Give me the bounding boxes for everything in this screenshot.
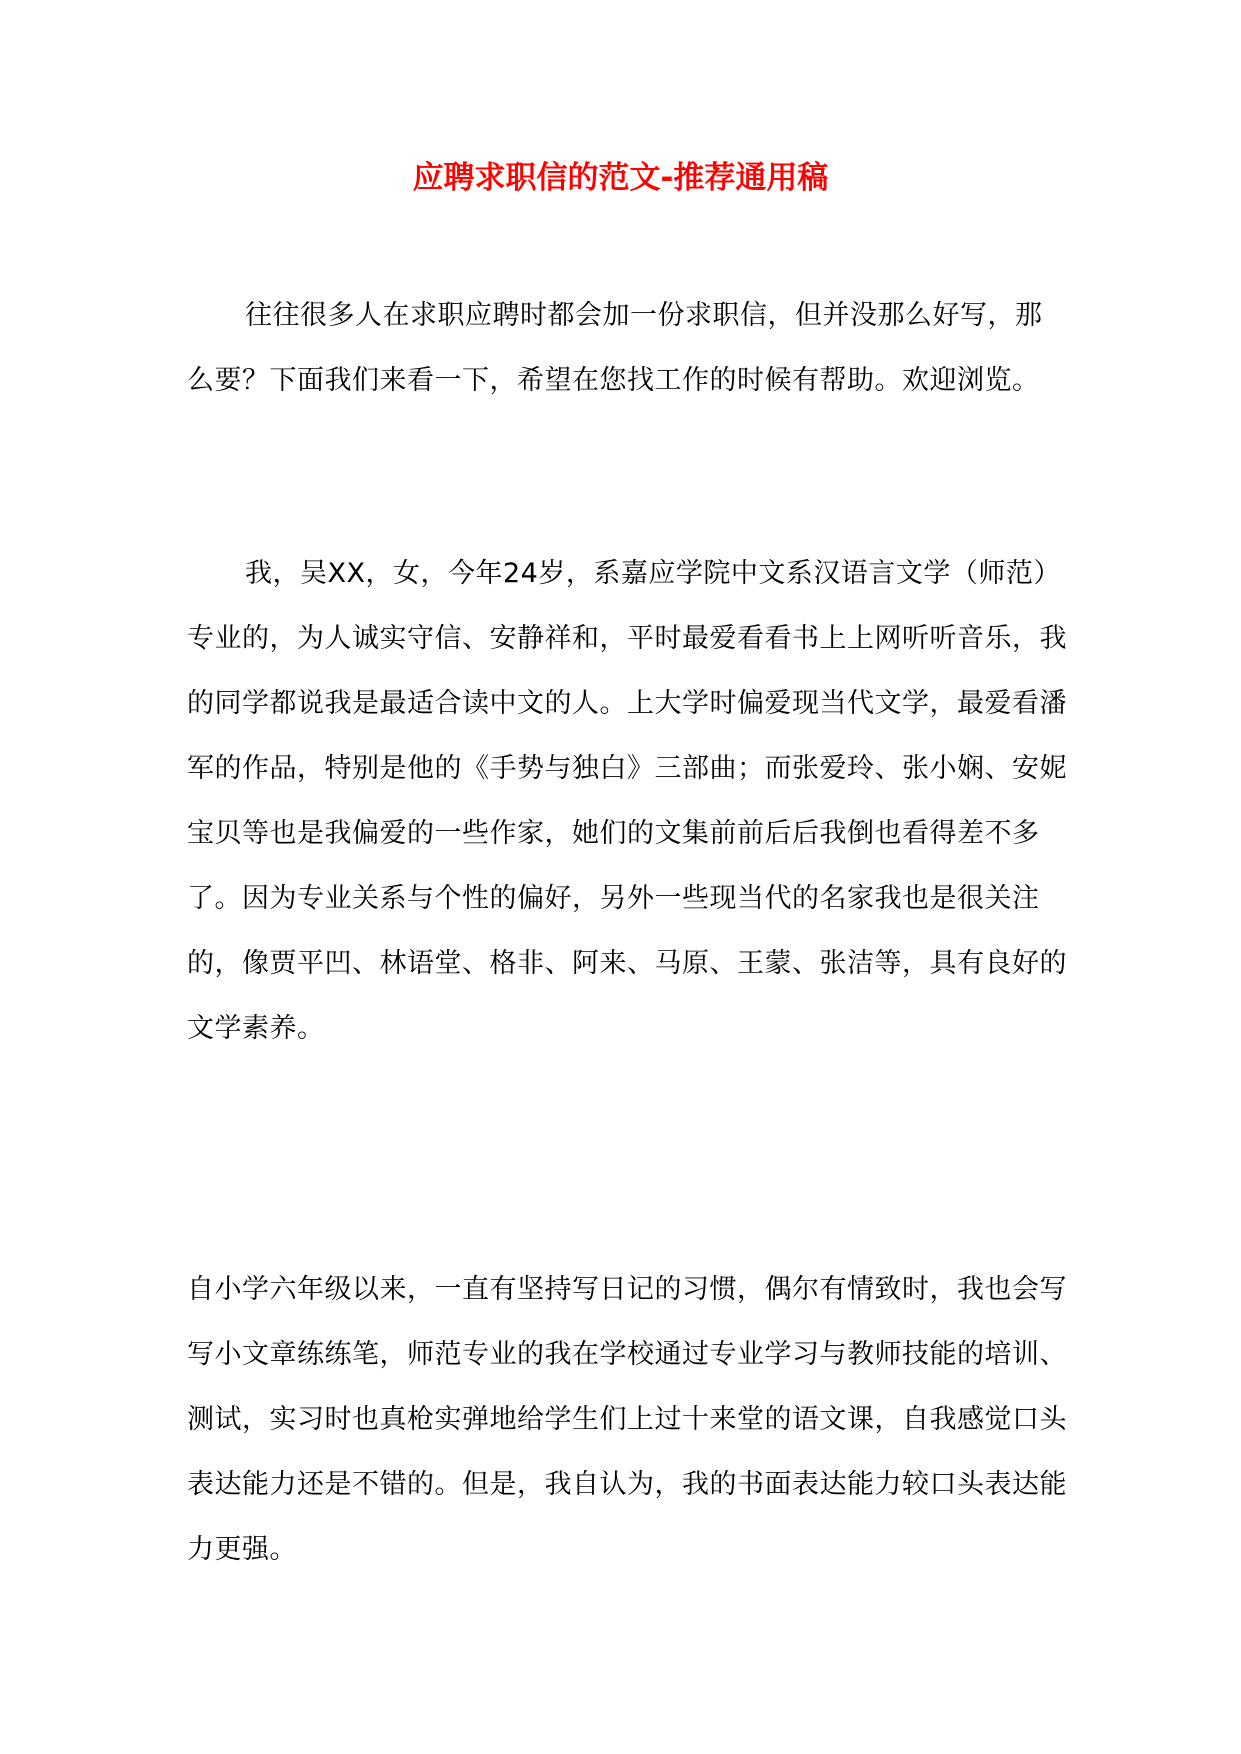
paragraph-intro: 往往很多人在求职应聘时都会加一份求职信，但并没那么好写，那么要？下面我们来看一下，希望在您找工作的时候有帮助。欢迎浏览。 [187, 300, 1043, 396]
document-title: 应聘求职信的范文-推荐通用稿 [412, 160, 829, 196]
paragraph-writing-ability: 自小学六年级以来，一直有坚持写日记的习惯，偶尔有情致时，我也会写写小文章练练笔，师范专业的我在学校通过专业学习与教师技能的培训、测试，实习时也真枪实弹地给学生们上过十来堂的语文课，自我感觉口头表达能力还是不错的。但是，我自认为，我的书面表达能力较口头表达能力更强。 [187, 1274, 1067, 1565]
paragraph-self-introduction: 我，吴XX，女，今年24岁，系嘉应学院中文系汉语言文学（师范）专业的，为人诚实守信、安静祥和，平时最爱看看书上上网听听音乐，我的同学都说我是最适合读中文的人。上大学时偏爱现当代文学，最爱看潘军的作品，特别是他的《手势与独白》三部曲；而张爱玲、张小娴、安妮宝贝等也是我偏爱的一些作家，她们的文集前前后后我倒也看得差不多了。因为专业关系与个性的偏好，另外一些现当代的名家我也是很关注的，像贾平凹、林语堂、格非、阿来、马原、王蒙、张洁等，具有良好的文学素养。 [187, 558, 1067, 1044]
